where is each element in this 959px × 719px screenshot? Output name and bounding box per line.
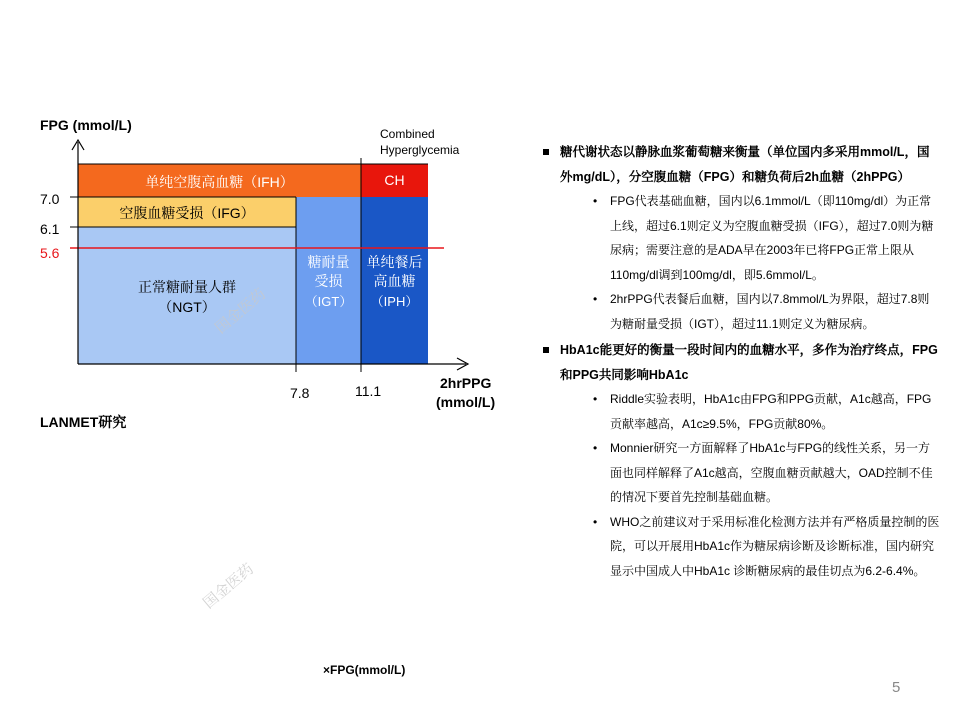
sub-bullet-fpg: • FPG代表基础血糖，国内以6.1mmol/L（即110mg/dl）为正常上线，超过6.1则定义为空腹血糖受损（IFG），超过7.0则为糖尿病；需要注意的是ADA早在2003年已将FPG正常上限从110mg/dl调到100mg/dl，即5.6mmol/L。 <box>540 189 940 287</box>
label-iph-2: 高血糖 <box>373 273 416 289</box>
sub-bullet-who: • WHO之前建议对于采用标准化检测方法并有严格质量控制的医院，可以开展用HbA1c作为糖尿病诊断及诊断标准，国内研究显示中国成人中HbA1c 诊断糖尿病的最佳切点为6.2-6.4%。 <box>540 510 940 584</box>
label-igt-3: （IGT） <box>304 294 353 309</box>
notes-panel <box>540 140 940 583</box>
x-tick-7-8: 7.8 <box>290 385 310 401</box>
label-iph-1: 单纯餐后 <box>366 254 423 270</box>
combined-label-2: Hyperglycemia <box>380 143 460 157</box>
watermark-1: 国金医药 <box>212 285 270 338</box>
sub-bullet-2hrppg: • 2hrPPG代表餐后血糖，国内以7.8mmol/L为界限，超过7.8则为糖耐量受损（IGT），超过11.1则定义为糖尿病。 <box>540 287 940 336</box>
label-iph-3: （IPH） <box>370 294 419 309</box>
label-ch: CH <box>384 172 405 188</box>
sub-bullet-monnier: • Monnier研究一方面解释了HbA1c与FPG的线性关系，另一方面也同样解释了A1c越高，空腹血糖贡献越大，OAD控制不佳的情况下要首先控制基础血糖。 <box>540 436 940 510</box>
x-axis-label-2: (mmol/L) <box>436 394 496 410</box>
label-ifg: 空腹血糖受损（IFG） <box>119 205 255 221</box>
y-tick-6-1: 6.1 <box>40 221 60 237</box>
label-igt-1: 糖耐量 <box>307 254 350 270</box>
page-number: 5 <box>892 679 901 696</box>
label-igt-2: 受损 <box>314 273 343 289</box>
x-tick-11-1: 11.1 <box>355 383 382 399</box>
sub-bullet-riddle: • Riddle实验表明，HbA1c由FPG和PPG贡献，A1c越高，FPG贡献率越高，A1c≥9.5%，FPG贡献80%。 <box>540 387 940 436</box>
study-label: LANMET研究 <box>40 414 127 430</box>
label-ngt-2: （NGT） <box>158 299 216 315</box>
bullet-glucose-measurement: 糖代谢状态以静脉血浆葡萄糖来衡量（单位国内多采用mmol/L，国外mg/dL），分空腹血糖（FPG）和糖负荷后2h血糖（2hPPG） <box>540 140 940 189</box>
label-ifh: 单纯空腹高血糖（IFH） <box>145 174 294 190</box>
watermark-2: 国金医药 <box>200 560 258 613</box>
footer-note: ×FPG(mmol/L) <box>323 663 406 677</box>
y-tick-5-6: 5.6 <box>40 245 60 261</box>
y-axis-label: FPG (mmol/L) <box>40 117 132 133</box>
label-ngt-1: 正常糖耐量人群 <box>138 279 236 295</box>
x-axis-label-1: 2hrPPG <box>440 375 492 391</box>
combined-label-1: Combined <box>380 127 435 141</box>
y-tick-7-0: 7.0 <box>40 191 60 207</box>
bullet-hba1c: HbA1c能更好的衡量一段时间内的血糖水平，多作为治疗终点，FPG和PPG共同影响HbA1c <box>540 338 940 387</box>
